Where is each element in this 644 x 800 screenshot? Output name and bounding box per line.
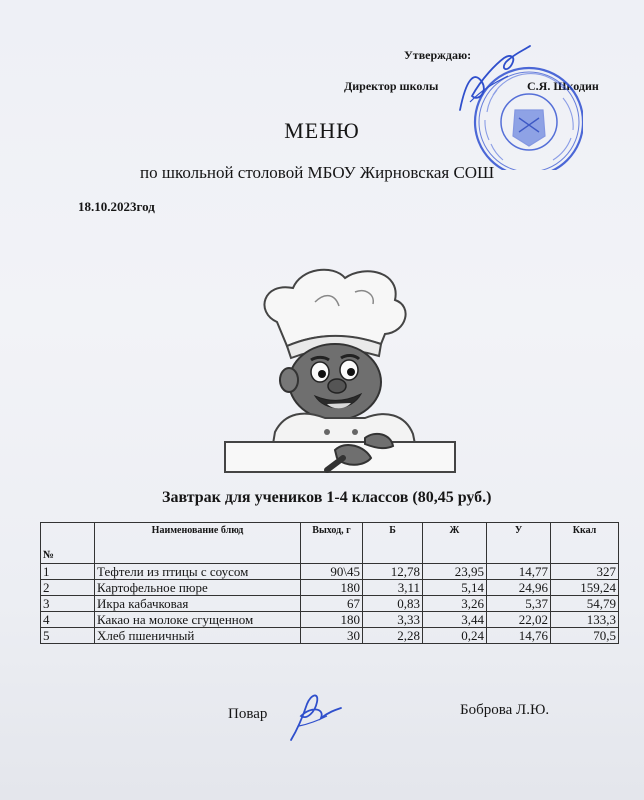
dish-carbs: 24,96	[487, 580, 551, 596]
menu-table	[40, 522, 619, 644]
dish-kcal: 54,79	[551, 596, 619, 612]
dish-kcal: 70,5	[551, 628, 619, 644]
dish-fat: 3,44	[423, 612, 487, 628]
dish-protein: 3,11	[363, 580, 423, 596]
approve-label: Утверждаю:	[404, 48, 472, 62]
dish-output: 90\45	[301, 564, 363, 580]
table-row	[41, 580, 619, 596]
table-row	[41, 612, 619, 628]
dish-output: 180	[301, 612, 363, 628]
dish-carbs: 5,37	[487, 596, 551, 612]
row-number: 2	[41, 580, 95, 596]
col-header-output: Выход, г	[301, 523, 363, 564]
cook-signature-icon	[285, 686, 345, 746]
subtitle: по школьной столовой МБОУ Жирновская СОШ	[140, 163, 495, 182]
dish-protein: 12,78	[363, 564, 423, 580]
dish-fat: 23,95	[423, 564, 487, 580]
row-number: 3	[41, 596, 95, 612]
dish-name: Хлеб пшеничный	[95, 628, 301, 644]
row-number: 5	[41, 628, 95, 644]
row-number: 4	[41, 612, 95, 628]
table-header-row	[41, 523, 619, 564]
col-header-number: №	[41, 523, 95, 564]
dish-kcal: 133,3	[551, 612, 619, 628]
page-title: МЕНЮ	[284, 118, 360, 143]
dish-protein: 2,28	[363, 628, 423, 644]
menu-date: 18.10.2023год	[78, 199, 155, 214]
cook-label: Повар	[228, 706, 268, 722]
dish-output: 67	[301, 596, 363, 612]
dish-name: Тефтели из птицы с соусом	[95, 564, 301, 580]
dish-fat: 3,26	[423, 596, 487, 612]
dish-kcal: 327	[551, 564, 619, 580]
director-title: Директор школы	[344, 79, 439, 93]
col-header-protein: Б	[363, 523, 423, 564]
dish-kcal: 159,24	[551, 580, 619, 596]
col-header-name: Наименование блюд	[95, 523, 301, 564]
dish-output: 30	[301, 628, 363, 644]
col-header-fat: Ж	[423, 523, 487, 564]
table-row	[41, 564, 619, 580]
chef-illustration-icon	[215, 262, 465, 477]
dish-fat: 0,24	[423, 628, 487, 644]
dish-name: Картофельное пюре	[95, 580, 301, 596]
dish-fat: 5,14	[423, 580, 487, 596]
meal-heading: Завтрак для учеников 1-4 классов (80,45 руб.)	[162, 489, 492, 506]
director-signature-icon	[452, 40, 542, 120]
col-header-kcal: Ккал	[551, 523, 619, 564]
col-header-carbs: У	[487, 523, 551, 564]
dish-carbs: 14,77	[487, 564, 551, 580]
table-row	[41, 628, 619, 644]
table-row	[41, 596, 619, 612]
dish-name: Икра кабачковая	[95, 596, 301, 612]
dish-carbs: 14,76	[487, 628, 551, 644]
dish-carbs: 22,02	[487, 612, 551, 628]
row-number: 1	[41, 564, 95, 580]
dish-output: 180	[301, 580, 363, 596]
cook-name: Боброва Л.Ю.	[460, 702, 550, 718]
dish-protein: 0,83	[363, 596, 423, 612]
dish-name: Какао на молоке сгущенном	[95, 612, 301, 628]
dish-protein: 3,33	[363, 612, 423, 628]
director-name: С.Я. Шкодин	[527, 79, 599, 93]
